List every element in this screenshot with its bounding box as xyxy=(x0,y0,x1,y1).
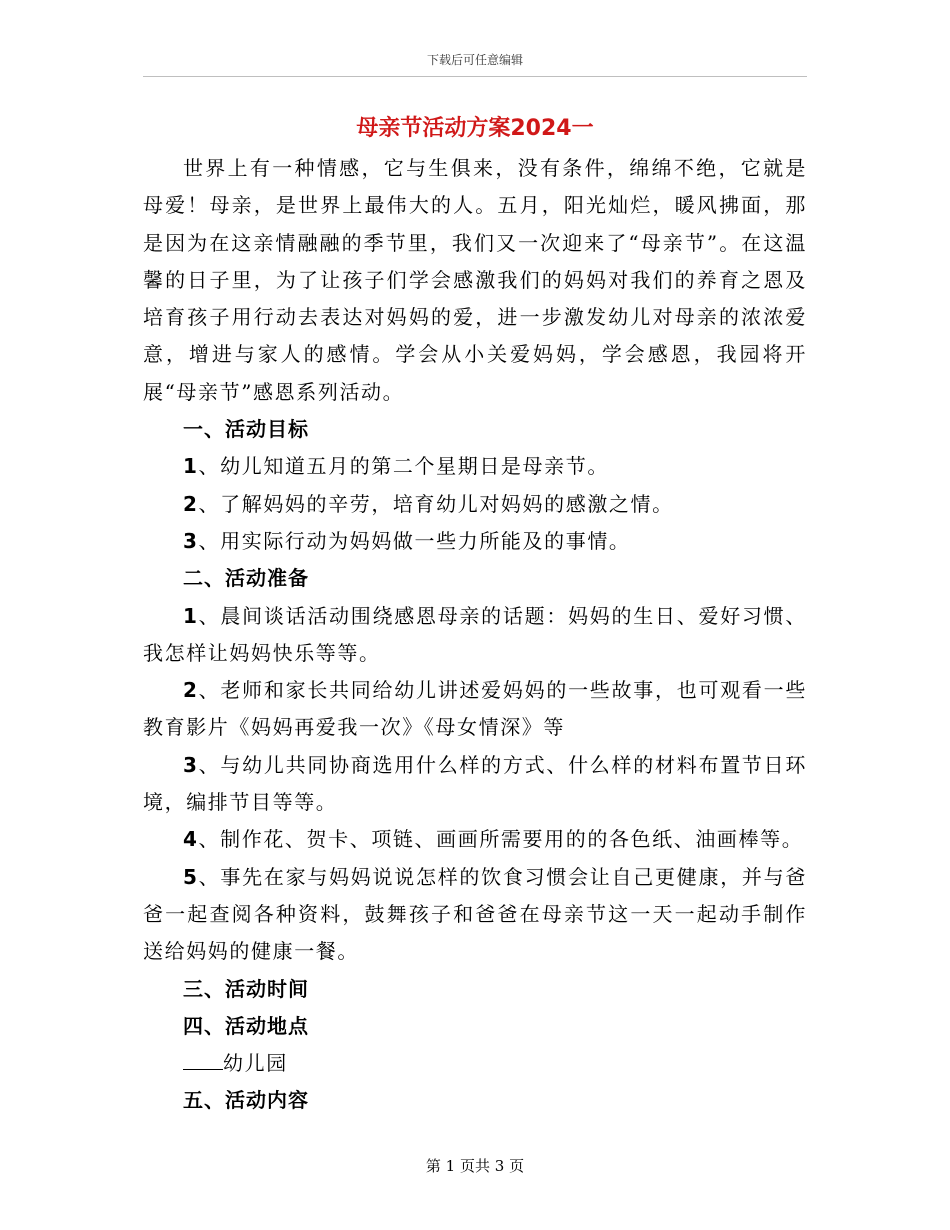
intro-paragraph: 世界上有一种情感，它与生俱来，没有条件，绵绵不绝，它就是母爱！母亲，是世界上最伟大的人。五月，阳光灿烂，暖风拂面，那是因为在这亲情融融的季节里，我们又一次迎来了“母亲节”。在这温馨的日子里，为了让孩子们学会感激我们的妈妈对我们的养育之恩及培育孩子用行动去表达对妈妈的爱，进一步激发幼儿对母亲的浓浓爱意，增进与家人的感情。学会从小关爱妈妈，学会感恩，我园将开展“母亲节”感恩系列活动。 xyxy=(143,156,807,404)
item-number: 2 xyxy=(183,678,199,703)
item-number: 1 xyxy=(183,454,199,479)
item-number: 4 xyxy=(183,827,199,852)
page-footer: 第 1 页共 3 页 xyxy=(425,1157,525,1175)
document-body xyxy=(143,150,807,1120)
section-heading-preparation: 二、活动准备 xyxy=(183,566,309,591)
list-item xyxy=(143,672,807,747)
page-header: 下载后可任意编辑 xyxy=(426,53,523,67)
list-item xyxy=(143,448,807,485)
fill-in-blank xyxy=(183,1049,223,1070)
document-title: 母亲节活动方案2024一 xyxy=(356,116,594,141)
list-item xyxy=(143,598,807,673)
list-item xyxy=(143,486,807,523)
item-text: 、制作花、贺卡、项链、画画所需要用的的各色纸、油画棒等。 xyxy=(198,827,804,852)
section-heading-time: 三、活动时间 xyxy=(183,976,309,1001)
item-number: 2 xyxy=(183,491,199,516)
item-number: 5 xyxy=(183,864,199,889)
location-line xyxy=(143,1045,807,1082)
section-heading-content: 五、活动内容 xyxy=(183,1088,309,1113)
item-number: 3 xyxy=(183,528,199,553)
item-text: 、了解妈妈的辛劳，培育幼儿对妈妈的感激之情。 xyxy=(198,491,674,516)
item-text: 、晨间谈话活动围绕感恩母亲的话题：妈妈的生日、爱好习惯、我怎样让妈妈快乐等等。 xyxy=(143,603,807,665)
item-text: 、幼儿知道五月的第二个星期日是母亲节。 xyxy=(198,454,609,479)
list-item xyxy=(143,821,807,858)
item-number: 3 xyxy=(183,752,199,777)
location-value: 幼儿园 xyxy=(223,1051,288,1076)
item-number: 1 xyxy=(183,603,199,628)
list-item xyxy=(143,859,807,971)
section-heading-location: 四、活动地点 xyxy=(183,1013,309,1038)
item-text: 、事先在家与妈妈说说怎样的饮食习惯会让自己更健康，并与爸爸一起查阅各种资料，鼓舞孩子和爸爸在母亲节这一天一起动手制作送给妈妈的健康一餐。 xyxy=(143,864,807,964)
list-item xyxy=(143,523,807,560)
list-item xyxy=(143,747,807,822)
section-heading-goals: 一、活动目标 xyxy=(183,417,309,442)
item-text: 、老师和家长共同给幼儿讲述爱妈妈的一些故事，也可观看一些教育影片《妈妈再爱我一次》《母女情深》等 xyxy=(143,678,807,740)
header-rule xyxy=(143,76,807,77)
item-text: 、用实际行动为妈妈做一些力所能及的事情。 xyxy=(198,528,631,553)
item-text: 、与幼儿共同协商选用什么样的方式、什么样的材料布置节日环境，编排节目等等。 xyxy=(143,752,807,815)
